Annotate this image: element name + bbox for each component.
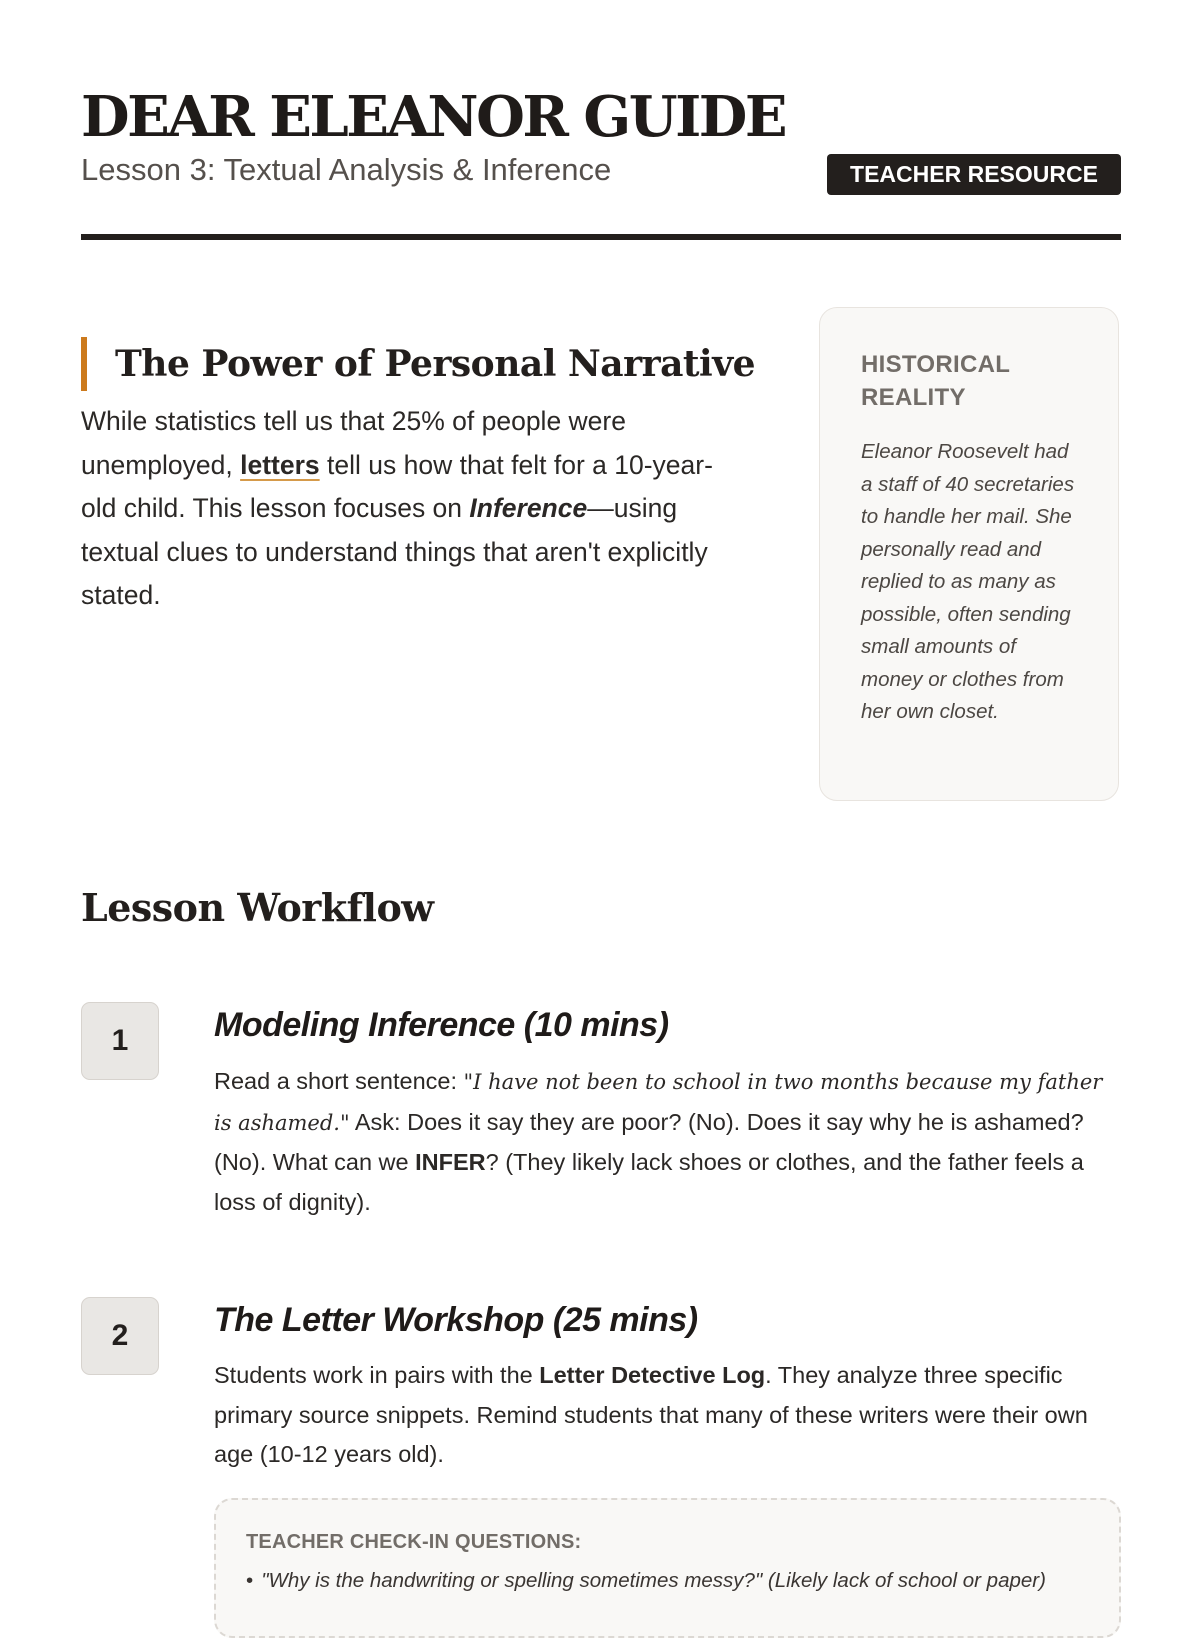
keyword-inference: Inference xyxy=(469,493,588,523)
lesson-subtitle: Lesson 3: Textual Analysis & Inference xyxy=(81,152,612,187)
intro-text-3: —using textual clues to understand things that aren't explicitly stated. xyxy=(81,493,708,610)
intro-text-1: While statistics tell us that 25% of people were unemployed, xyxy=(81,406,626,480)
sidebar-body: Eleanor Roosevelt had a staff of 40 secretaries to handle her mail. She personally read and replied to as many as possible, often sending small amounts of money or clothes from her own closet. xyxy=(861,440,1075,723)
step-2-text-2: . They analyze three specific primary source snippets. Remind students that many of these writers were their own age (10-12 years old). xyxy=(214,1362,1088,1467)
step-2-bold: Letter Detective Log xyxy=(539,1362,766,1388)
keyword-letters: letters xyxy=(240,449,320,480)
intro-text-2: tell us how that felt for a 10-year-old child. This lesson focuses on xyxy=(81,449,713,523)
sidebar-title: HISTORICAL REALITY xyxy=(861,351,1010,411)
checkin-question xyxy=(246,1566,1089,1596)
step-1-text-3: ? (They likely lack shoes or clothes, and the father feels a loss of dignity). xyxy=(214,1149,1084,1215)
step-body-1 xyxy=(214,1062,1119,1222)
historical-reality-sidebar xyxy=(819,307,1119,801)
step-title-2: The Letter Workshop (25 mins) xyxy=(214,1301,698,1339)
step-1-text-1: Read a short sentence: xyxy=(214,1068,464,1094)
intro-heading: The Power of Personal Narrative xyxy=(81,337,795,391)
step-number-1: 1 xyxy=(81,1002,159,1080)
step-1-text-2: Ask: Does it say they are poor? (No). Does it say why he is ashamed? (No). What can we xyxy=(214,1108,1084,1175)
step-1-bold: INFER xyxy=(415,1149,486,1175)
workflow-heading: Lesson Workflow xyxy=(81,885,434,930)
teacher-resource-badge: TEACHER RESOURCE xyxy=(827,154,1121,195)
step-1-quote: "I have not been to school in two months because my father is ashamed." xyxy=(214,1070,1103,1135)
intro-paragraph xyxy=(81,400,731,618)
checkin-question-text: "Why is the handwriting or spelling sometimes messy?" (Likely lack of school or paper) xyxy=(261,1569,1046,1592)
step-2-text-1: Students work in pairs with the xyxy=(214,1362,540,1388)
step-body-2 xyxy=(214,1356,1119,1475)
checkin-title: TEACHER CHECK-IN QUESTIONS: xyxy=(246,1531,582,1553)
header-divider xyxy=(81,234,1121,240)
step-title-1: Modeling Inference (10 mins) xyxy=(214,1006,669,1044)
bullet-icon: • xyxy=(246,1569,254,1592)
step-number-2: 2 xyxy=(81,1297,159,1375)
guide-title: DEAR ELEANOR GUIDE xyxy=(81,84,786,150)
teacher-checkin-box xyxy=(214,1498,1121,1638)
